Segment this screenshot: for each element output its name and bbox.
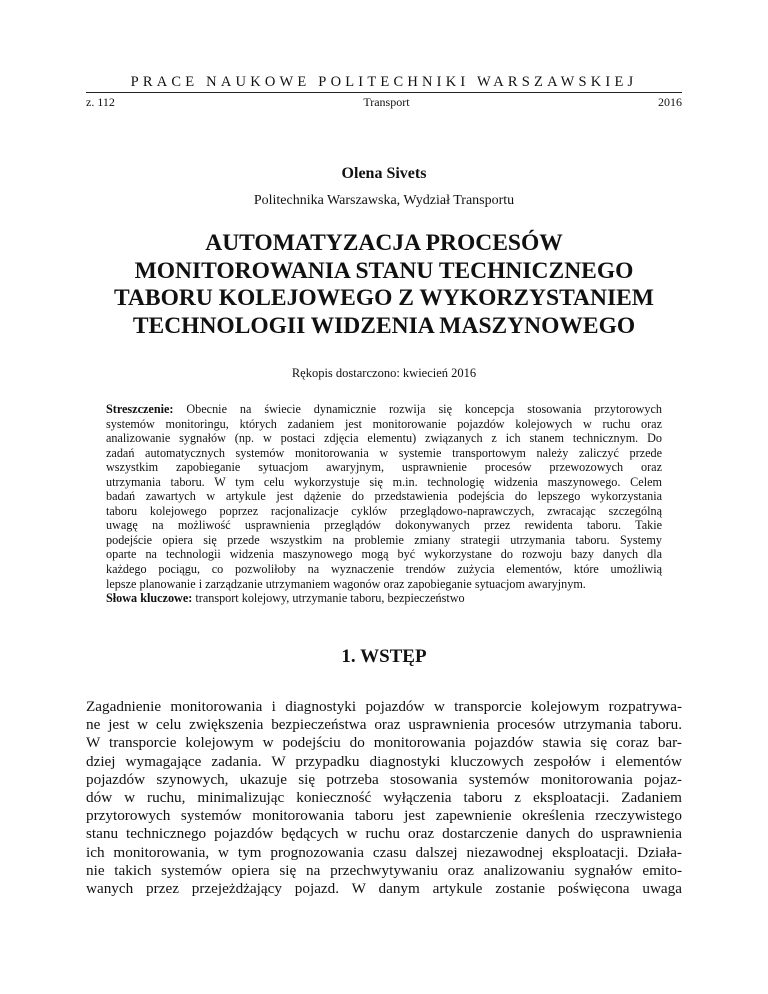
body-line: przytorowych systemów monitorowania taboru jest zapewnienie określenia rzeczywistego: [86, 807, 682, 825]
title-line: AUTOMATYZACJA PROCESÓW: [205, 230, 563, 256]
abstract-first-line: Obecnie na świecie dynamicznie rozwija się koncepcja stosowania przytorowych: [186, 402, 662, 416]
year: 2016: [658, 95, 682, 109]
abstract-line: analizowanie sygnałów (np. w postaci zdjęcia elementu) związanych z ich stanem technicznym. Do: [106, 431, 662, 446]
body-line: W transporcie kolejowym w podejściu do monitorowania pojazdów stawia się coraz bar-: [86, 734, 682, 752]
abstract-last-line: lepsze planowanie i zarządzanie utrzymaniem wagonów oraz zapobieganie sytuacjom awaryjnym.: [106, 576, 586, 591]
abstract-line: uwagę na możliwość usprawnienia przeglądów dokonywanych przez rewidenta taboru. Takie: [106, 518, 662, 533]
title-line: TECHNOLOGII WIDZENIA MASZYNOWEGO: [132, 312, 636, 339]
abstract-line: zadań automatycznych systemów monitorowania w systemie transportowym należy zaliczyć przede: [106, 445, 662, 460]
affiliation: Politechnika Warszawska, Wydział Transportu: [253, 193, 515, 208]
body-line: Zagadnienie monitorowania i diagnostyki pojazdów w transporcie kolejowym rozpatrywa-: [86, 698, 682, 715]
body-line: stanu technicznego pojazdów będących w ruchu oraz dostarczenie danych do usprawnienia: [86, 825, 682, 843]
author-name: Olena Sivets: [341, 165, 427, 182]
header-rule: [86, 92, 682, 93]
abstract-line: każdego pociągu, co pozwoliłoby na wyznaczenie trendów zużycia elementów, które umożliwią: [106, 562, 662, 577]
issue-number: z. 112: [86, 95, 115, 109]
abstract-label: Streszczenie:: [106, 402, 174, 416]
abstract-line: wszystkim zapobieganie sytuacjom awaryjnym, usprawnienie procesów przewozowych oraz: [106, 460, 662, 475]
received-date: Rękopis dostarczono: kwiecień 2016: [291, 366, 477, 380]
abstract-line: systemów monitoringu, których zadaniem jest monitorowanie pojazdów kolejowych w ruchu oraz: [106, 416, 662, 431]
title-line: TABORU KOLEJOWEGO Z WYKORZYSTANIEM: [114, 285, 654, 311]
body-line: ne jest w celu zwiększenia bezpieczeństwa oraz usprawnienia procesów utrzymania taboru.: [86, 716, 682, 734]
paper-title: [0, 230, 768, 340]
keywords-text: transport kolejowy, utrzymanie taboru, bezpieczeństwo: [195, 591, 465, 606]
abstract-line: oparte na technologii widzenia maszynowego mogą być wykorzystane do rozwoju bazy danych dla: [106, 547, 662, 562]
body-line: nie takich systemów opiera się na przechwytywaniu oraz analizowaniu sygnałów emito-: [86, 861, 682, 879]
abstract-line: badań zawartych w artykule jest dążenie do przedstawienia podejścia do lepszego wykorzystania: [106, 489, 662, 504]
title-line: MONITOROWANIA STANU TECHNICZNEGO: [134, 257, 634, 284]
abstract-line: podejście opiera się przede wszystkim na problemie zmiany strategii utrzymania taboru. Systemy: [106, 532, 662, 547]
abstract-line: [106, 402, 662, 417]
keywords-label: Słowa kluczowe:: [106, 591, 193, 606]
body-line: dów w ruchu, minimalizując konieczność wyłączenia taboru z eksploatacji. Zadaniem: [86, 789, 682, 807]
journal-meta: [86, 95, 682, 110]
series-name: Transport: [363, 95, 410, 109]
abstract-line: taboru kolejowego poprzez racjonalizacje cyklów przeglądowo-naprawczych, zwracając szczególną: [106, 503, 662, 518]
body-text: [86, 698, 682, 898]
keywords: [106, 591, 662, 606]
body-line: dziej wymagające zadania. W przypadku diagnostyki kluczowych zespołów i elementów: [86, 752, 682, 770]
body-line: pojazdów szynowych, ukazuje się potrzeba stosowania systemów monitorowania pojaz-: [86, 770, 682, 788]
body-line: wanych przez przejeżdżający pojazd. W danym artykule zostanie poświęcona uwaga: [86, 880, 682, 898]
abstract-line: utrzymania taboru. W tym celu wykorzystuje się m.in. technologię widzenia maszynowego. Celem: [106, 474, 662, 489]
body-line: ich monitorowania, w tym prognozowania czasu dalszej niezawodnej eksploatacji. Działa-: [86, 843, 682, 861]
abstract: [106, 402, 662, 606]
journal-title: PRACE NAUKOWE POLITECHNIKI WARSZAWSKIEJ: [130, 74, 638, 90]
section-heading: 1. WSTĘP: [341, 646, 427, 667]
